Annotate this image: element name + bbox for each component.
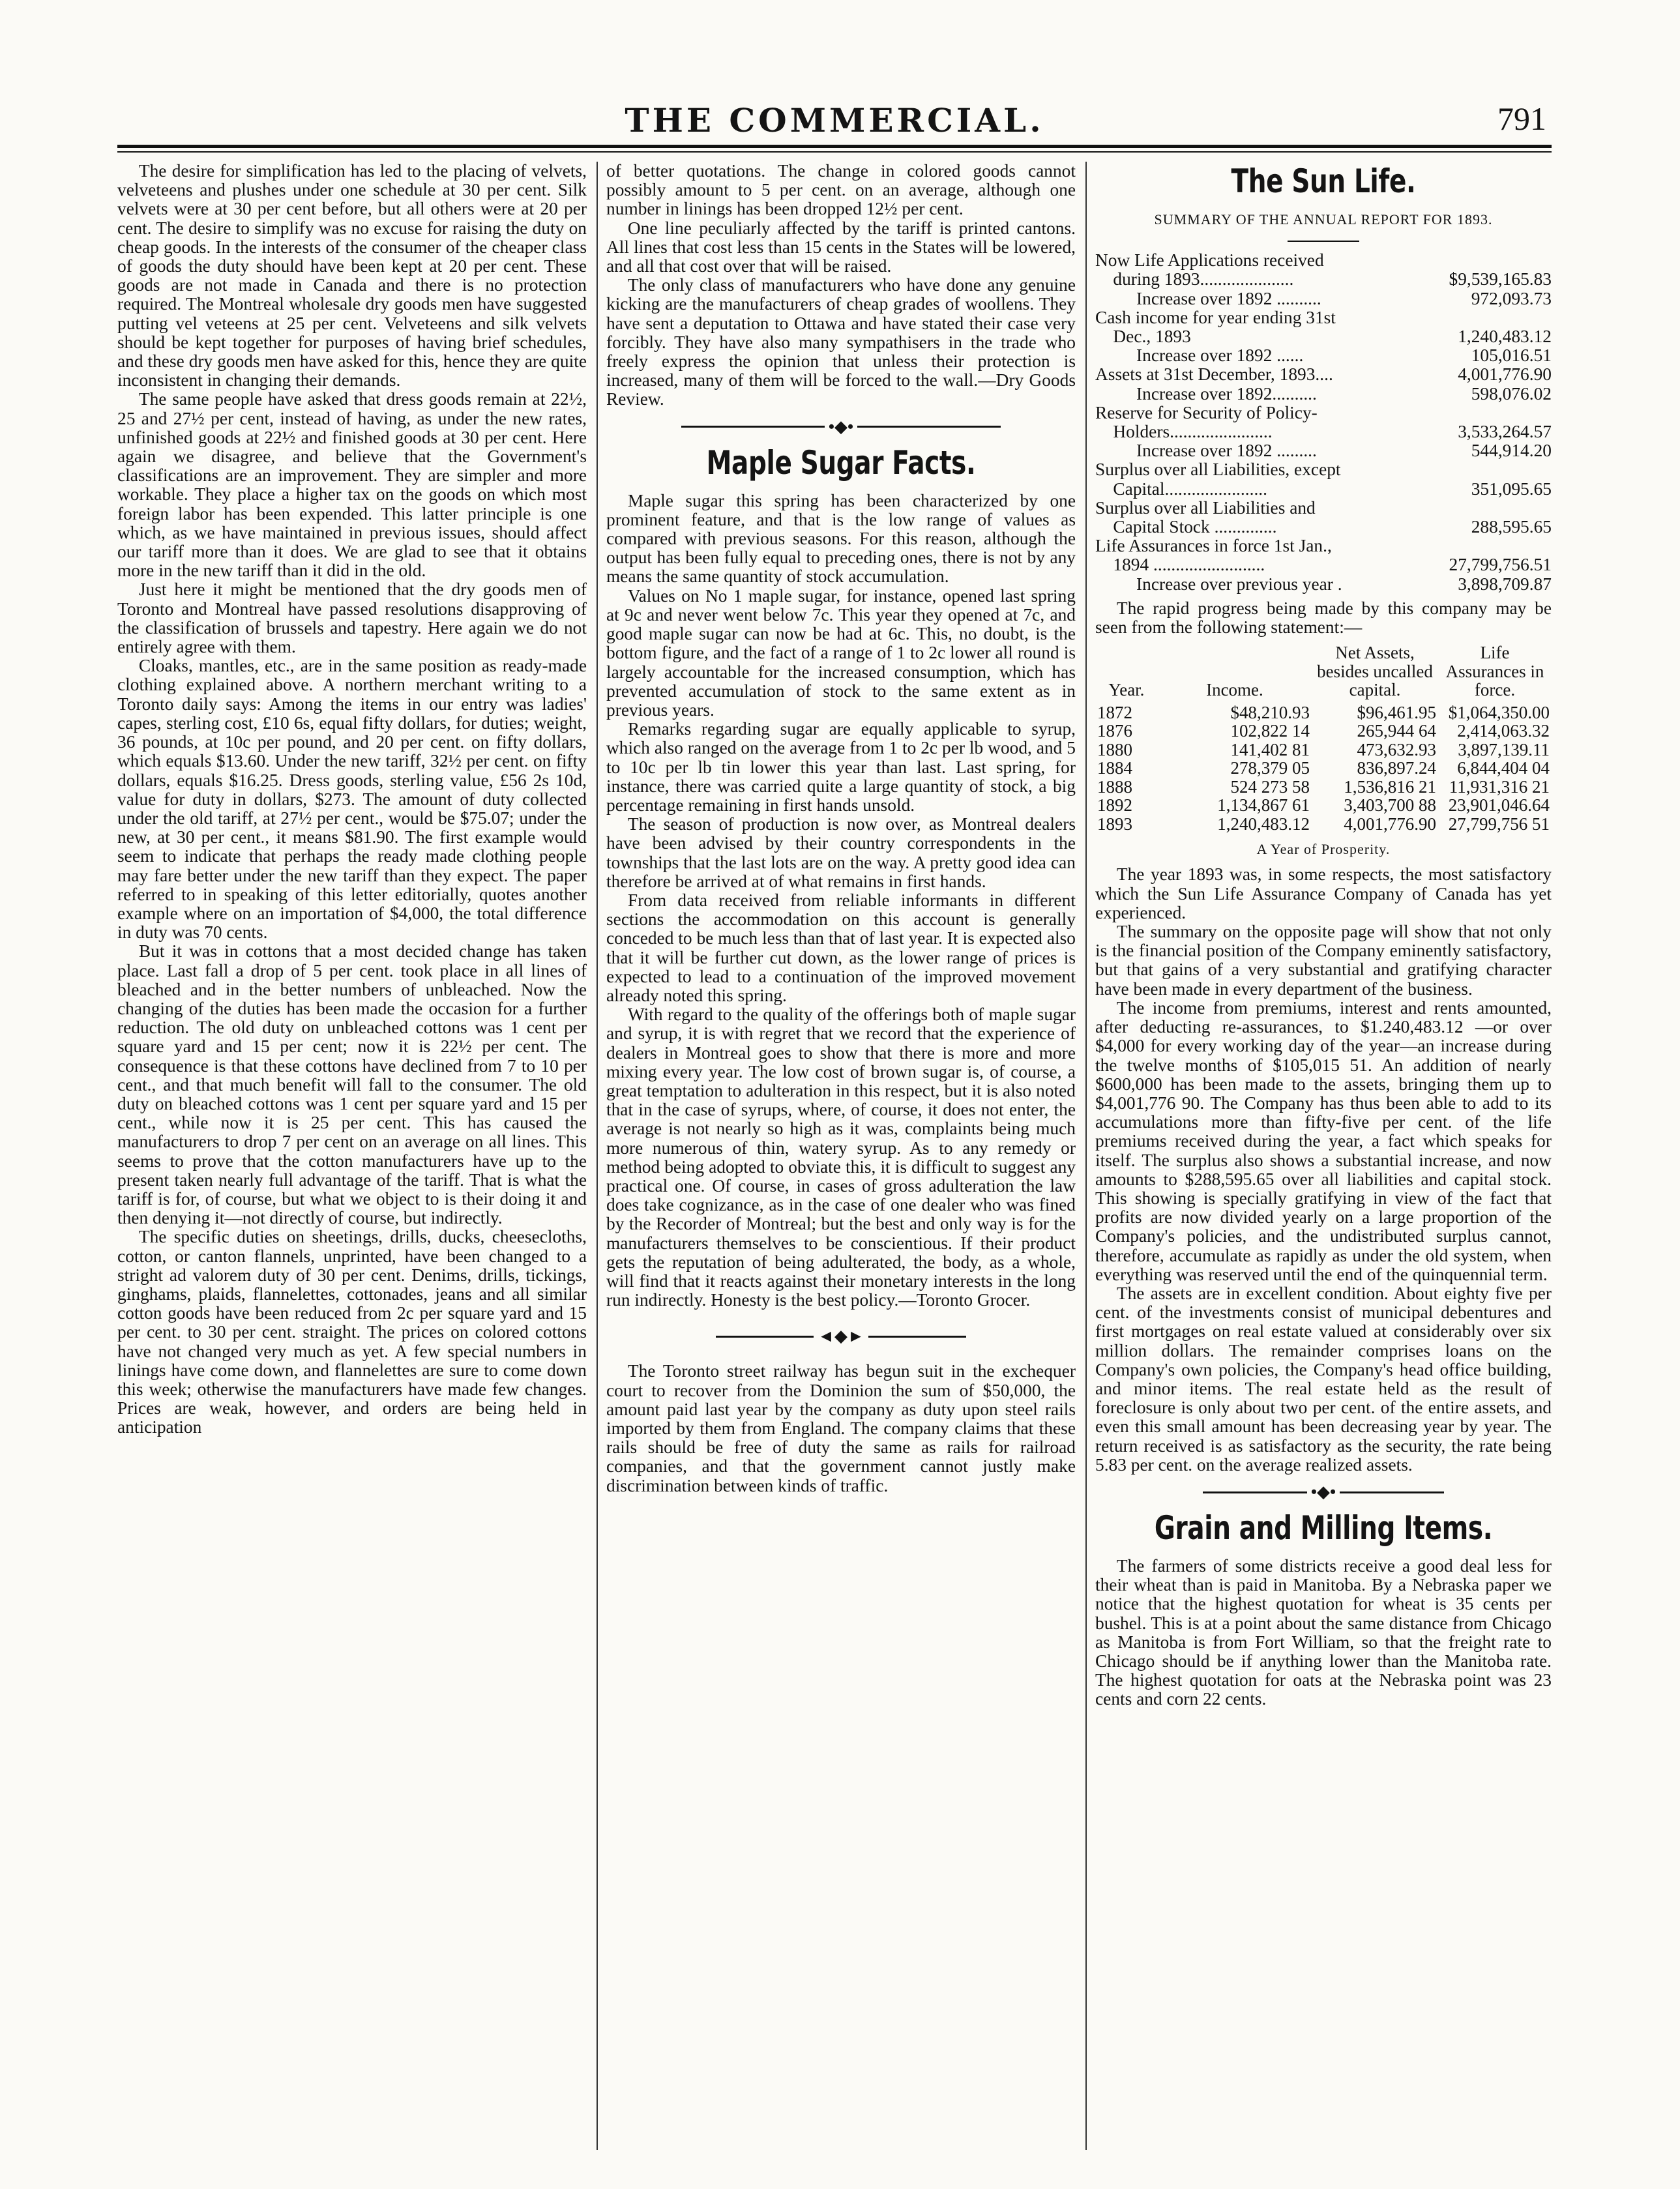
table-cell: 11,931,316 21	[1449, 776, 1550, 797]
divider	[1288, 241, 1359, 242]
table-cell: $1,064,350.00	[1448, 702, 1550, 722]
column-header: Net Assets, besides uncalled capital.	[1317, 643, 1433, 700]
summary-label: Increase over 1892 .........	[1136, 441, 1317, 461]
summary-row	[1095, 575, 1552, 594]
summary-label: Increase over 1892 ......	[1136, 345, 1304, 366]
summary-row	[1095, 251, 1552, 270]
summary-row	[1095, 385, 1552, 404]
sun-life-heading: The Sun Life.	[1231, 162, 1416, 200]
paragraph: The desire for simplification has led to the placing of velvets, velveteens and plushes under one schedule at 30 per cent. Silk velvets were at 30 per cent before, but all others were at 20 per cent. The desire to simplify was no excuse for raising the duty on cheap goods. In the interests of the consumer of the cheaper class of goods the duty should have been kept at 20 per cent. These goods are not made in Canada and there is no protection required. The Montreal wholesale dry goods men have suggested putting vel veteens at 25 per cent. Velveteens and silk velvets should be kept together for purposes of having brief schedules, and these dry goods men have asked for this, hence they are quite inconsistent in changing their demands.	[117, 161, 587, 390]
summary-row	[1095, 480, 1552, 499]
table-row	[1095, 741, 1552, 759]
summary-amount: 598,076.02	[1471, 383, 1552, 404]
summary-row	[1095, 308, 1552, 327]
summary-row	[1095, 441, 1552, 460]
table-cell: 1892	[1097, 795, 1132, 815]
paragraph: The Toronto street railway has begun suit in the exchequer court to recover from the Dominion the sum of $50,000, the amount paid last year by the company as duty upon steel rails imported by them from England. The company claims that these rails should be free of duty the same as rails for railroad companies, and that the government cannot justly make discrimination between kinds of traffic.	[606, 1361, 1076, 1495]
masthead	[117, 101, 1552, 140]
summary-row	[1095, 365, 1552, 384]
summary-row	[1095, 327, 1552, 346]
table-cell: 1884	[1097, 758, 1132, 778]
column-header: Year.	[1108, 680, 1145, 700]
paragraph: The year 1893 was, in some respects, the most satisfactory which the Sun Life Assurance Company of Canada has yet experienced.	[1095, 864, 1552, 922]
summary-row	[1095, 536, 1552, 555]
summary-row	[1095, 518, 1552, 536]
table-cell: $96,461.95	[1357, 702, 1436, 722]
table-row	[1095, 815, 1552, 834]
summary-label: Increase over 1892 ..........	[1136, 288, 1321, 308]
table-header-row	[1095, 643, 1552, 703]
table-cell: 524 273 58	[1230, 776, 1310, 797]
summary-amount: 972,093.73	[1471, 288, 1552, 308]
summary-label: Holders.......................	[1113, 422, 1273, 442]
paragraph: Values on No 1 maple sugar, for instance, opened last spring at 9c and never went below 7c. This year they opened at 7c, and good maple sugar can now be had at 6c. This, no doubt, is the bottom figure, and the fact of a range of 1 to 2c lower all round is largely accountable for the increased consumption, which has prevented accumulation of stock to the same extent as in previous years.	[606, 585, 1076, 720]
table-cell: 1888	[1097, 776, 1132, 797]
summary-row	[1095, 270, 1552, 289]
summary-label: Capital.......................	[1113, 478, 1267, 499]
header-rule-thin	[117, 151, 1552, 153]
table-row	[1095, 703, 1552, 722]
summary-amount: 1,240,483.12	[1458, 327, 1552, 347]
maple-sugar-heading: Maple Sugar Facts.	[706, 443, 976, 482]
summary-row	[1095, 289, 1552, 308]
annual-report-summary	[1095, 251, 1552, 594]
summary-amount: 288,595.65	[1471, 517, 1552, 537]
paragraph: The rapid progress being made by this company may be seen from the following statement:—	[1095, 598, 1552, 638]
summary-label: Life Assurances in force 1st Jan.,	[1095, 536, 1332, 556]
table-row	[1095, 796, 1552, 815]
summary-row	[1095, 499, 1552, 518]
table-cell: 1876	[1097, 721, 1132, 741]
paragraph: Remarks regarding sugar are equally applicable to syrup, which also ranged on the average from 1 to 2c per lb wood, and 5 to 10c per lb tin lower this year than last. Last spring, for instance, there was carried quite a large quantity of stock, a big percentage remaining in first hands unsold.	[606, 719, 1076, 815]
summary-amount: 544,914.20	[1471, 441, 1552, 461]
paragraph: of better quotations. The change in colored goods cannot possibly amount to 5 per cent. on an average, although one number in linings has been dropped 12½ per cent.	[606, 161, 1076, 219]
table-cell: 1,134,867 61	[1217, 795, 1310, 815]
table-cell: 3,897,139.11	[1458, 739, 1550, 759]
summary-row	[1095, 555, 1552, 574]
summary-row	[1095, 422, 1552, 441]
sun-life-subheading: SUMMARY OF THE ANNUAL REPORT FOR 1893.	[1154, 211, 1493, 228]
summary-label: Increase over 1892..........	[1136, 383, 1317, 404]
summary-label: Increase over previous year .	[1136, 574, 1342, 594]
summary-amount: 3,898,709.87	[1458, 574, 1552, 594]
table-cell: 1872	[1097, 702, 1132, 722]
table-cell: 1893	[1097, 814, 1132, 834]
table-cell: 278,379 05	[1230, 758, 1310, 778]
table-row	[1095, 759, 1552, 778]
summary-label: Now Life Applications received	[1095, 250, 1324, 271]
grain-milling-heading: Grain and Milling Items.	[1154, 1509, 1493, 1547]
table-cell: 2,414,063.32	[1457, 721, 1550, 741]
column-header: Income.	[1206, 680, 1263, 700]
column-divider	[597, 162, 598, 2150]
paragraph: From data received from reliable informants in different sections the accommodation on this account is generally conceded to be much less than that of last year. It is expected also that it will be further cut down, as the lower range of prices is expected to lead to a continuation of the improved movement already noted this spring.	[606, 890, 1076, 1005]
column-2	[606, 162, 1076, 1495]
table-cell: 836,897.24	[1357, 758, 1436, 778]
column-divider	[1085, 162, 1087, 2150]
table-row	[1095, 722, 1552, 741]
table-cell: 23,901,046.64	[1448, 795, 1550, 815]
table-cell: 27,799,756 51	[1448, 814, 1550, 834]
summary-amount: 3,533,264.57	[1458, 422, 1552, 442]
table-cell: $48,210.93	[1230, 702, 1310, 722]
summary-label: during 1893.....................	[1113, 269, 1294, 289]
paragraph: The summary on the opposite page will show that not only is the financial position of the Company eminently satisfactory, but that gains of a very substantial and gratifying character have been made in every department of the business.	[1095, 922, 1552, 999]
table-cell: 141,402 81	[1230, 739, 1310, 759]
column-3	[1095, 162, 1552, 1709]
paragraph: Just here it might be mentioned that the dry goods men of Toronto and Montreal have passed resolutions disapproving of the classification of brussels and tapestry. Here again we do not entirely agree with them.	[117, 580, 587, 657]
paragraph: The only class of manufacturers who have done any genuine kicking are the manufacturers of cheap grades of woollens. They have sent a deputation to Ottawa and have stated their case very forcibly. They have also many sympathisers in the trade who freely express the opinion that unless their protection is increased, many of them will be forced to the wall.—Dry Goods Review.	[606, 275, 1076, 409]
paragraph: With regard to the quality of the offerings both of maple sugar and syrup, it is with regret that we record that the experience of dealers in Montreal goes to show that there is more and more mixing every year. The low cost of brown sugar is, of course, a great temptation to adulteration in this respect, but it is also noted that in the case of syrups, where, of course, it does not enter, the average is not nearly so high as it was, complaints being much more numerous of thin, watery syrup. As to any remedy or method being adopted to obviate this, it is difficult to suggest any practical one. Of course, in cases of gross adulteration the law does take cognizance, as in the case of one dealer who was fined by the Recorder of Montreal; but the best and only way is for the manufacturers themselves to be conscientious. If their product gets the reputation of being adulterated, the body, as a whole, will find that it reacts against their monetary interests in the long run indirectly. Honesty is the best policy.—Toronto Grocer.	[606, 1005, 1076, 1310]
table-cell: 1880	[1097, 739, 1132, 759]
section-ornament: •◆•	[606, 417, 1076, 435]
table-cell: 473,632.93	[1357, 739, 1436, 759]
paragraph: The season of production is now over, as Montreal dealers have been advised by their country correspondents in the townships that the last lots are on the way. A pretty good idea can therefore be arrived at of what remains in first hands.	[606, 814, 1076, 891]
section-ornament: •◆•	[1095, 1482, 1552, 1501]
table-cell: 6,844,404 04	[1457, 758, 1550, 778]
summary-label: Assets at 31st December, 1893....	[1095, 364, 1333, 385]
summary-amount: $9,539,165.83	[1449, 269, 1552, 289]
progress-table	[1095, 643, 1552, 833]
table-caption: A Year of Prosperity.	[1256, 841, 1391, 858]
summary-label: Surplus over all Liabilities and	[1095, 497, 1316, 518]
summary-row	[1095, 460, 1552, 479]
paragraph: The specific duties on sheetings, drills, ducks, cheesecloths, cotton, or canton flannels, unprinted, have been changed to a stright ad valorem duty of 30 per cent. Denims, drills, tickings, ginghams, plaids, flannelettes, cottonades, jeans and all similar cotton goods have been reduced from 2c per square yard and 15 per cent. to 30 per cent. straight. The prices on colored cottons have not changed very much as yet. A few special numbers in linings have come down, and flannelettes are sure to come down this week; otherwise the manufacturers have made few changes. Prices are weak, however, and orders are being held in anticipation	[117, 1227, 587, 1437]
paragraph: The income from premiums, interest and rents amounted, after deducting re-assurances, to $1.240,483.12 —or over $4,000 for every working day of the year—an increase during the twelve months of $105,015 51. An addition of nearly $600,000 has been made to the assets, bringing them up to $4,001,776 90. The Company has thus been able to add to its accumulations more than fifty-five per cent. of the life premiums received during the year, a fact which speaks for itself. The surplus also shows a substantial increase, and now amounts to $288,595.65 over all liabilities and capital stock. This showing is specially gratifying in view of the fact that profits are now divided yearly on a large proportion of the Company's policies, and the undistributed surplus cannot, therefore, accumulate as rapidly as under the old system, when everything was reserved until the end of the quinquennial term.	[1095, 997, 1552, 1284]
table-cell: 4,001,776.90	[1344, 814, 1436, 834]
summary-label: Cash income for year ending 31st	[1095, 307, 1336, 327]
paragraph: The assets are in excellent condition. About eighty five per cent. of the investments consist of municipal debentures and first mortgages on real estate valued at considerably over six million dollars. The remainder comprises loans on the Company's own policies, the Company's head office building, and minor items. The real estate held as the result of foreclosure is only about two per cent. of the entire assets, and even this small amount has been decreasing year by year. The return received is as satisfactory as the security, the rate being 5.83 per cent. on the average realized assets.	[1095, 1283, 1552, 1475]
summary-label: Surplus over all Liabilities, except	[1095, 460, 1341, 480]
table-cell: 265,944 64	[1357, 721, 1436, 741]
summary-label: Dec., 1893	[1113, 327, 1191, 347]
paragraph: The same people have asked that dress goods remain at 22½, 25 and 27½ per cent, instead of having, as under the new rates, unfinished goods at 22½ and finished goods at 30 per cent. Here again we disagree, and believe that the Government's classifications are an improvement. They are simpler and more workable. They place a higher tax on the goods on which most foreign labor has been expended. This latter principle is one which, as we have maintained in previous issues, should affect our tariff more than it does. We are glad to see that it obtains more in the new tariff than it did in the old.	[117, 389, 587, 581]
page-number: 791	[1497, 100, 1546, 137]
paragraph: The farmers of some districts receive a good deal less for their wheat than is paid in Manitoba. By a Nebraska paper we notice that the highest quotation for wheat is 35 cents per bushel. This is at a point about the same distance from Chicago as Manitoba is from Fort William, so that the freight rate to Chicago should be if anything lower than the Manitoba rate. The highest quotation for oats at the Nebraska point was 23 cents and corn 22 cents.	[1095, 1556, 1552, 1709]
summary-amount: 351,095.65	[1471, 478, 1552, 499]
table-cell: 1,536,816 21	[1344, 776, 1436, 797]
paragraph: One line peculiarly affected by the tariff is printed cantons. All lines that cost less than 15 cents in the States will be lowered, and all that cost over that will be raised.	[606, 218, 1076, 276]
table-cell: 102,822 14	[1230, 721, 1310, 741]
paragraph: Cloaks, mantles, etc., are in the same position as ready-made clothing explained above. A northern merchant writing to a Toronto daily says: Among the items in our entry was ladies' capes, sterling cost, £10 6s, equal fifty dollars, for duties; weight, 36 pounds, at 10c per pound, and 20 per cent. on fifty dollars, which equals $13.60. Under the new tariff, 32½ per cent. on fifty dollars, equals $16.25. Dress goods, sterling value, £56 2s 10d, value for duty in dollars, $273. The amount of duty collected under the old tariff, at 27½ per cent., would be $75.07; under the new, at 30 per cent., it means $81.90. The first example would seem to indicate that perhaps the ready made clothing people may fare better under the new tariff than they expect. The paper referred to in speaking of this letter editorially, quotes another example where on an importation of $4,000, the total difference in duty was 70 cents.	[117, 656, 587, 943]
column-header: Life Assurances in force.	[1445, 643, 1544, 700]
newspaper-title: THE COMMERCIAL.	[625, 101, 1044, 140]
summary-label: 1894 .........................	[1113, 555, 1265, 575]
summary-label: Capital Stock ..............	[1113, 517, 1277, 537]
section-ornament: ◄◆►	[606, 1327, 1076, 1345]
table-cell: 1,240,483.12	[1217, 814, 1310, 834]
summary-label: Reserve for Security of Policy-	[1095, 402, 1318, 422]
table-row	[1095, 778, 1552, 797]
summary-amount: 27,799,756.51	[1449, 555, 1552, 575]
column-1	[117, 162, 587, 1437]
summary-row	[1095, 346, 1552, 365]
header-rule	[117, 145, 1552, 148]
summary-row	[1095, 404, 1552, 422]
summary-amount: 105,016.51	[1471, 345, 1552, 366]
paragraph: But it was in cottons that a most decided change has taken place. Last fall a drop of 5 per cent. took place in all lines of bleached and in the better numbers of unbleached. Now the changing of the duties has been made the occasion for a further reduction. The old duty on unbleached cottons was 1 cent per square yard and 15 per cent; now it is 22½ per cent. The consequence is that these cottons have declined from 7 to 10 per cent., and that much benefit will fall to the consumer. The old duty on bleached cottons was 1 cent per square yard and 15 per cent., while now it is 25 per cent. This has caused the manufacturers to drop 7 per cent on an average on all lines. This seems to prove that the cotton manufacturers have up to the present taken nearly full advantage of the tariff. That is what the tariff is for, of course, but what we object to is their doing it and then denying it—not directly of course, but indirectly.	[117, 941, 587, 1228]
paragraph: Maple sugar this spring has been characterized by one prominent feature, and that is the low range of values as compared with previous seasons. For this reason, although the output has been fully equal to preceding ones, there is not by any means the same quantity of stock accumulation.	[606, 490, 1076, 587]
table-cell: 3,403,700 88	[1344, 795, 1436, 815]
summary-amount: 4,001,776.90	[1458, 364, 1552, 385]
